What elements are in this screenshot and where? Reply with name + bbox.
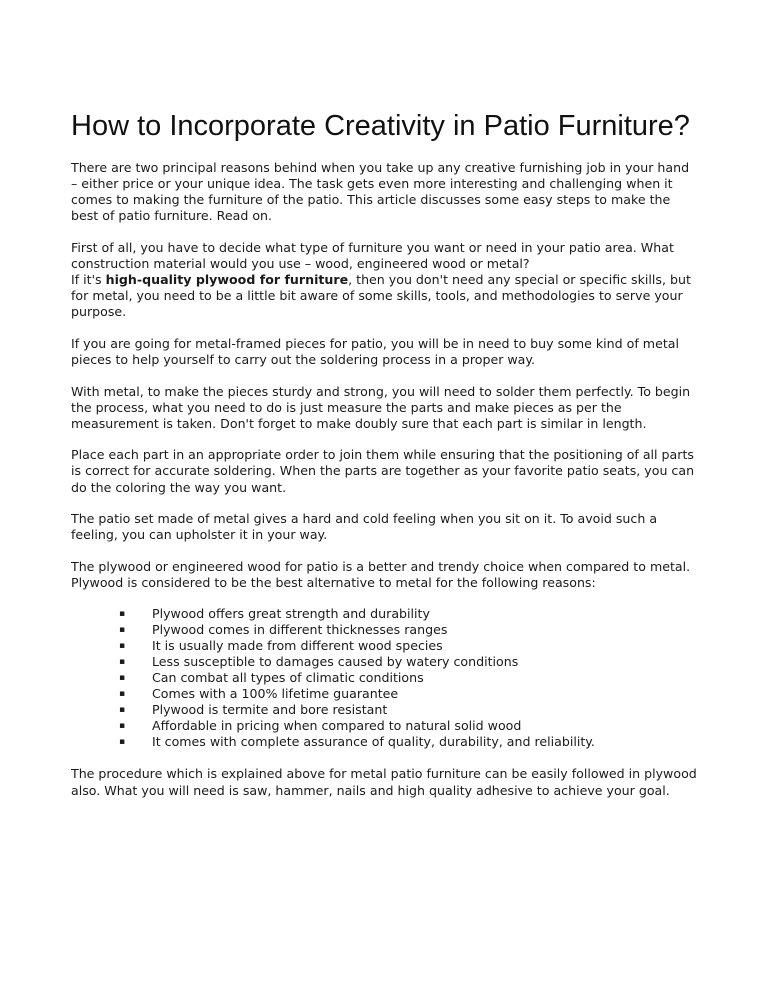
document-page	[71, 100, 697, 814]
material-paragraph: First of all, you have to decide what type of furniture you want or need in your patio area. What construction material would you use – wood, engineered wood or metal?	[71, 239, 674, 271]
bullet-icon: ▪	[119, 689, 126, 700]
bullet-icon: ▪	[119, 721, 126, 732]
list-item	[71, 622, 697, 638]
list-item-text: Comes with a 100% lifetime guarantee	[152, 686, 399, 702]
list-item	[71, 718, 697, 734]
list-item	[71, 734, 697, 750]
bullet-icon: ▪	[119, 641, 126, 652]
plywood-skills-prefix: If it's	[71, 272, 106, 288]
plywood-skills-paragraph	[71, 272, 697, 320]
list-item	[71, 638, 697, 654]
list-item-text: Plywood offers great strength and durability	[152, 606, 430, 622]
upholster-paragraph: The patio set made of metal gives a hard and cold feeling when you sit on it. To avoid such a feeling, you can upholster it in your way.	[71, 511, 658, 543]
list-item-text: Can combat all types of climatic conditions	[152, 670, 424, 686]
list-item-text: Plywood is termite and bore resistant	[152, 702, 388, 718]
list-item	[71, 686, 697, 702]
procedure-paragraph: The procedure which is explained above for metal patio furniture can be easily followed in plywood also. What you will need is saw, hammer, nails and high quality adhesive to achieve your goal.	[71, 766, 697, 798]
reasons-list	[71, 606, 697, 750]
bullet-icon: ▪	[119, 609, 126, 620]
list-item	[71, 702, 697, 718]
list-item-text: It is usually made from different wood species	[152, 638, 443, 654]
list-item	[71, 606, 697, 622]
list-item-text: Less susceptible to damages caused by watery conditions	[152, 654, 519, 670]
list-item-text: Affordable in pricing when compared to natural solid wood	[152, 718, 522, 734]
soldering-paragraph: With metal, to make the pieces sturdy and strong, you will need to solder them perfectly. To begin the process, what you need to do is just measure the parts and make pieces as per the measurement is taken. Don't forget to make doubly sure that each part is similar in length.	[71, 383, 691, 431]
positioning-paragraph: Place each part in an appropriate order to join them while ensuring that the positioning of all parts is correct for accurate soldering. When the parts are together as your favorite patio seats, you can do the coloring the way you want.	[71, 447, 695, 495]
bullet-icon: ▪	[119, 737, 126, 748]
bullet-icon: ▪	[119, 673, 126, 684]
bullet-icon: ▪	[119, 625, 126, 636]
list-item	[71, 670, 697, 686]
plywood-skills-suffix: , then you don't need any special or specific skills, but for metal, you need to be a little bit aware of some skills, tools, and methodologies to serve your purpose.	[71, 272, 691, 320]
plywood-reasons-paragraph: The plywood or engineered wood for patio is a better and trendy choice when compared to metal. Plywood is considered to be the best alternative to metal for the following reasons:	[71, 558, 691, 590]
page-title: How to Incorporate Creativity in Patio Furniture?	[71, 110, 690, 142]
intro-paragraph: There are two principal reasons behind when you take up any creative furnishing job in your hand – either price or your unique idea. The task gets even more interesting and challenging when it comes to making the furniture of the patio. This article discusses some easy steps to make the best of patio furniture. Read on.	[71, 160, 690, 224]
bullet-icon: ▪	[119, 657, 126, 668]
list-item-text: Plywood comes in different thicknesses ranges	[152, 622, 448, 638]
list-item	[71, 654, 697, 670]
list-item-text: It comes with complete assurance of quality, durability, and reliability.	[152, 734, 595, 750]
plywood-keyword-link: high-quality plywood for furniture	[105, 272, 349, 288]
metal-pieces-paragraph: If you are going for metal-framed pieces for patio, you will be in need to buy some kind of metal pieces to help yourself to carry out the soldering process in a proper way.	[71, 335, 679, 367]
bullet-icon: ▪	[119, 705, 126, 716]
